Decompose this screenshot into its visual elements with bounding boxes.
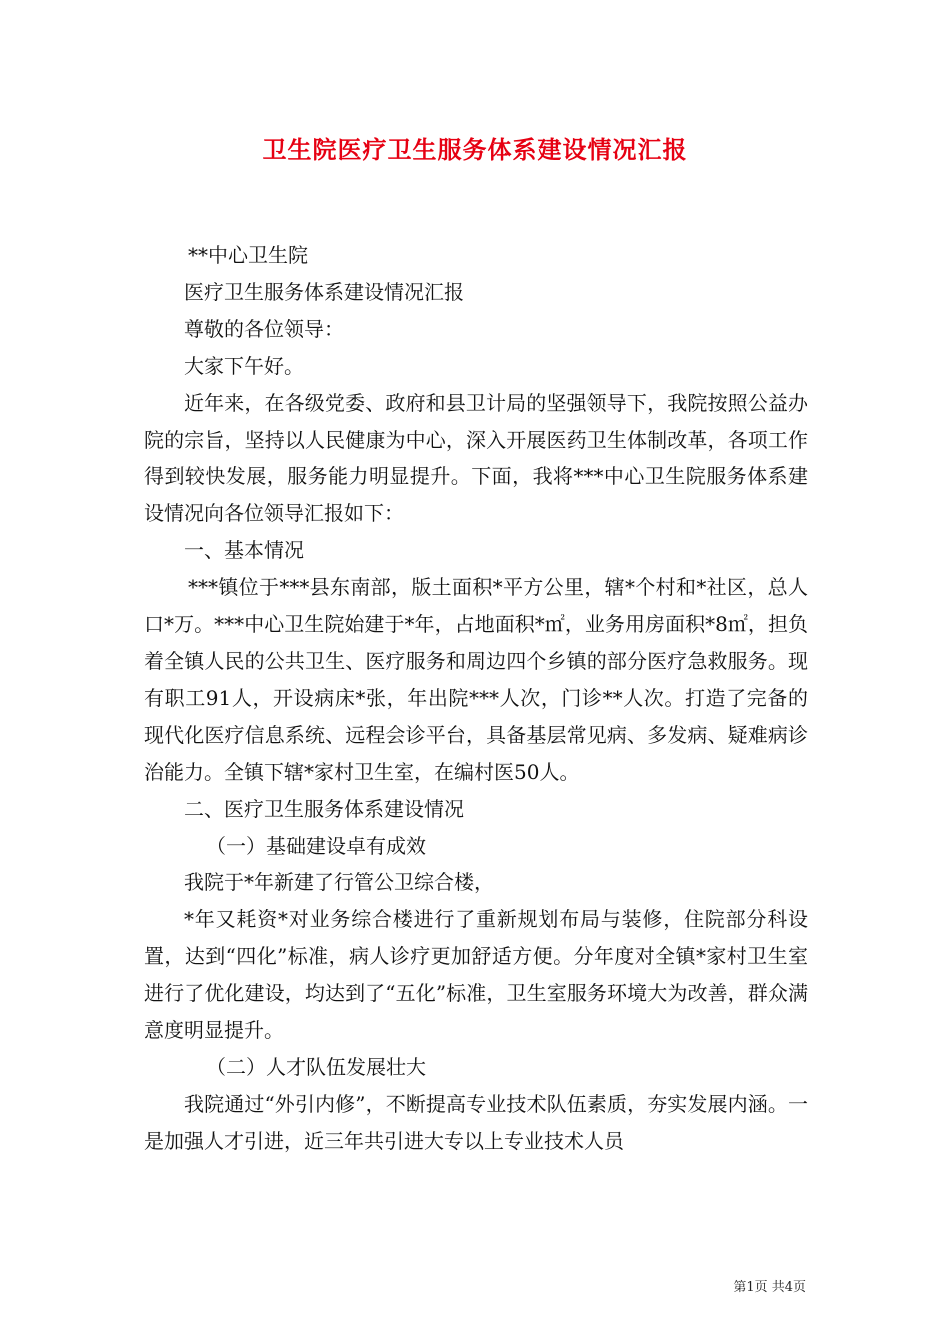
subsection-heading-talent: （二）人才队伍发展壮大: [206, 1054, 426, 1079]
paragraph-infrastructure-2: *年又耗资*对业务综合楼进行了重新规划布局与装修，住院部分科设置，达到“四化”标准，病人诊疗更加舒适方便。分年度对全镇*家村卫生室进行了优化建设，均达到了“五化”标准，卫生室服务环境大为改善，群众满意度明显提升。: [144, 907, 808, 1043]
section-heading-system: 二、医疗卫生服务体系建设情况: [184, 796, 464, 821]
paragraph-salutation: 尊敬的各位领导：: [184, 316, 344, 341]
section-heading-basic: 一、基本情况: [184, 538, 304, 563]
paragraph-greeting: 大家下午好。: [184, 353, 304, 378]
paragraph-subtitle: 医疗卫生服务体系建设情况汇报: [184, 279, 464, 304]
document-title: 卫生院医疗卫生服务体系建设情况汇报: [262, 135, 688, 164]
page-indicator: 第1页 共4页: [733, 1280, 806, 1295]
paragraph-talent: 我院通过“外引内修”，不断提高专业技术队伍素质，夯实发展内涵。一是加强人才引进，近三年共引进大专以上专业技术人员: [144, 1091, 808, 1153]
paragraph-intro: 近年来，在各级党委、政府和县卫计局的坚强领导下，我院按照公益办院的宗旨，坚持以人民健康为中心，深入开展医药卫生体制改革，各项工作得到较快发展，服务能力明显提升。下面，我将***中心卫生院服务体系建设情况向各位领导汇报如下：: [144, 390, 808, 526]
subsection-heading-infrastructure: （一）基础建设卓有成效: [206, 833, 426, 858]
paragraph-basic-info: ***镇位于***县东南部，版土面积*平方公里，辖*个村和*社区，总人口*万。***中心卫生院始建于*年，占地面积*㎡，业务用房面积*8㎡，担负着全镇人民的公共卫生、医疗服务和周边四个乡镇的部分医疗急救服务。现有职工91人，开设病床*张，年出院***人次，门诊**人次。打造了完备的现代化医疗信息系统、远程会诊平台，具备基层常见病、多发病、疑难病诊治能力。全镇下辖*家村卫生室，在编村医50人。: [144, 575, 808, 784]
document-body: [144, 237, 808, 1160]
paragraph-organization: **中心卫生院: [188, 243, 308, 267]
paragraph-infrastructure-1: 我院于*年新建了行管公卫综合楼，: [184, 870, 494, 895]
